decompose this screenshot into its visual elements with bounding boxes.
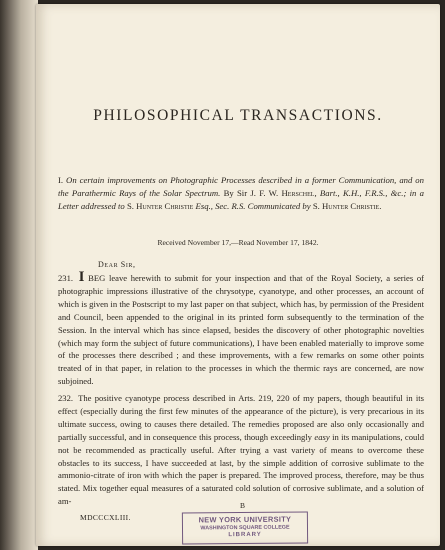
volume-year: MDCCCXLIII.: [80, 513, 131, 522]
book-binding: [0, 0, 38, 550]
journal-title: PHILOSOPHICAL TRANSACTIONS.: [93, 107, 383, 124]
addressee-title: Esq., Sec. R.S.: [195, 201, 246, 211]
paragraph-number: 232.: [58, 393, 74, 403]
stamp-line-2: WASHINGTON SQUARE COLLEGE: [200, 524, 290, 532]
paragraph-text-continued: in its manipulations, could not be recommended as practically useful. After trying a vast variety of means to overcome these obstacles to its success, I have succeeded at last, by the simple addition of corrosive sublimate to the ammonio-citrate of iron with which the paper is prepared. The improved process, therefore, may be thus stated. Mix together equal measures of a saturated cold solution of corrosive sublimate, and a solution of am-: [58, 431, 425, 507]
article-number: I.: [58, 175, 64, 185]
paragraph-text: The positive cyanotype process described in Arts. 219, 220 of my papers, though beautiful in its effect (especially during the first few minutes of the appearance of the picture), is very precarious in its ultimate success, owing to causes there detailed. The remedies proposed are also only occasionally and partially successful, and in consequence this process, though exceedingly: [58, 393, 424, 442]
author-name: Herschel: [281, 188, 315, 198]
paragraph-232: [58, 392, 424, 508]
paragraph-number: 231.: [58, 273, 74, 283]
emphasis-easy: easy: [314, 431, 330, 442]
stamp-line-3: LIBRARY: [228, 531, 262, 539]
article-by: By Sir J. F. W.: [223, 188, 279, 198]
received-date: Received November 17,—Read November 17, 1842.: [157, 238, 319, 247]
salutation: Dear Sir,: [98, 260, 136, 269]
communicated-note: Communicated by: [247, 201, 311, 211]
document-page: [36, 4, 440, 546]
communicator-tail: .: [379, 201, 382, 211]
paragraph-text: BEG leave herewith to submit for your inspection and that of the Royal Society, a series of photographic impressions illustrative of the chrysotype, cyanotype, and other processes, an account of which is given in the Postscript to my last paper on that subject, which has, by permission of the President and Council, been appended to the original in its printed form subsequently to the termination of the Session. In the interval which has since elapsed, besides the discovery of other photographic novelties (which may form the subject of future communications), I have been enabled materially to improve some of the processes there described ; and these improvements, with a few remarks on some other points treated of in that paper, in relation to the processes in which the thermic rays are concerned, are now subjoined.: [58, 273, 424, 387]
letter-note: in a Letter addressed to: [58, 188, 425, 211]
article-heading: [58, 174, 424, 213]
author-honours: , Bart., K.H., F.R.S., &c.;: [314, 188, 407, 198]
communicator-name: S. Hunter Christie: [312, 201, 380, 211]
paragraph-231: [58, 269, 424, 388]
signature-mark: B: [240, 501, 246, 510]
article-title: On certain improvements on Photographic Processes described in a former Communication, and on the Parathermic Rays of the Solar Spectrum.: [58, 175, 424, 198]
addressee-name: S. Hunter Christie: [126, 201, 194, 211]
stamp-line-1: NEW YORK UNIVERSITY: [198, 514, 292, 525]
drop-cap: I: [78, 269, 85, 285]
library-stamp: [182, 511, 308, 544]
